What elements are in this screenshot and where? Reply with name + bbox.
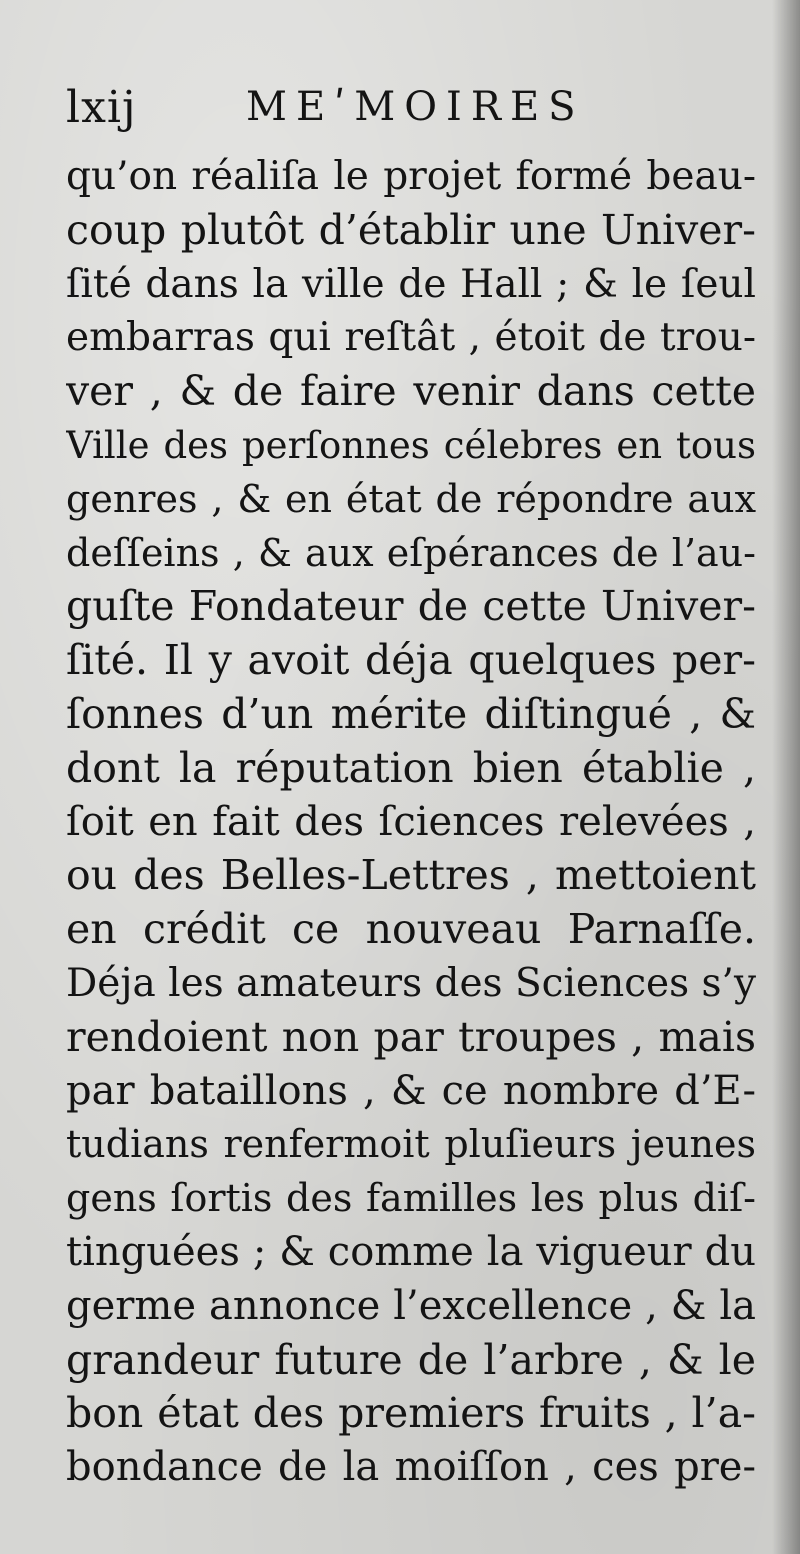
text-line: guſte Fondateur de cette Univer- (66, 582, 756, 631)
page-number: lxij (66, 82, 137, 133)
body-text (66, 150, 756, 1495)
text-line: deſſeins , & aux eſpérances de l’au- (66, 530, 756, 575)
running-head (66, 82, 756, 142)
text-line: coup plutôt d’établir une Univer- (66, 205, 756, 254)
text-line: tinguées ; & comme la vigueur du (66, 1228, 756, 1275)
text-line: tudians renfermoit pluſieurs jeunes (66, 1122, 756, 1167)
text-line: germe annonce l’excellence , & la (66, 1282, 756, 1329)
text-line: bon état des premiers fruits , l’a- (66, 1389, 756, 1438)
text-line: qu’on réaliſa le projet formé beau- (66, 154, 756, 199)
text-line: ſoit en fait des ſciences relevées , (66, 798, 756, 845)
text-line: en crédit ce nouveau Parnaſſe. (66, 905, 756, 954)
page-edge-shadow (772, 0, 800, 1554)
text-line: ver , & de faire venir dans cette (66, 367, 756, 416)
text-line: par bataillons , & ce nombre d’E- (66, 1067, 756, 1114)
text-line: ſité. Il y avoit déja quelques per- (66, 636, 756, 685)
text-line: genres , & en état de répondre aux (66, 476, 756, 521)
text-line: ou des Belles-Lettres , mettoient (66, 851, 756, 900)
text-line: ſité dans la ville de Hall ; & le ſeul (66, 261, 756, 307)
text-line: rendoient non par troupes , mais (66, 1012, 756, 1061)
text-line: bondance de la moiſſon , ces pre- (66, 1444, 756, 1491)
text-line: embarras qui reſtât , étoit de trou- (66, 315, 756, 361)
text-line: ſonnes d’un mérite diſtingué , & (66, 689, 756, 738)
text-line: dont la réputation bien établie , (66, 743, 756, 792)
running-title: MEʹMOIRES (246, 84, 585, 130)
text-line: Déja les amateurs des Sciences s’y (66, 960, 756, 1006)
text-line: grandeur future de l’arbre , & le (66, 1335, 756, 1384)
text-line: Ville des perſonnes célebres en tous (66, 423, 756, 467)
text-line: gens ſortis des familles les plus diſ- (66, 1176, 756, 1221)
